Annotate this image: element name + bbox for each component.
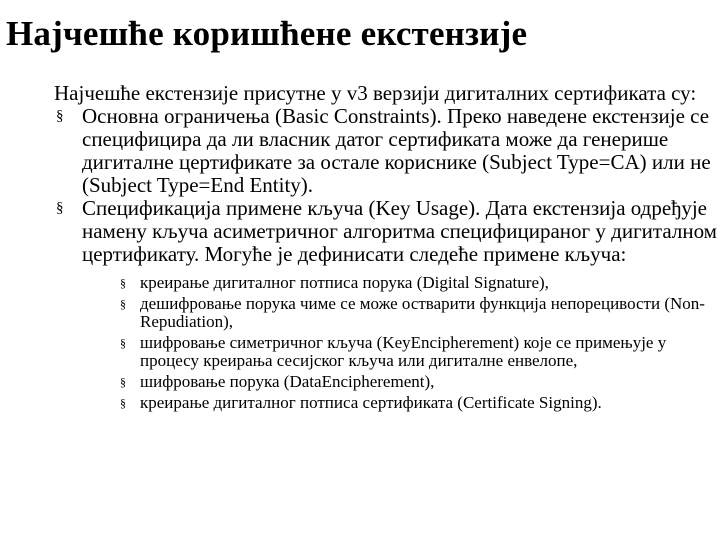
key-usage-sub-list (82, 274, 718, 412)
square-bullet-icon: § (56, 108, 64, 124)
sub-bullet-text: шифровање симетричног кључа (KeyEncipherement) које се примењује у процесу креирања сесијског кључа или дигиталне енвелопе, (140, 333, 667, 370)
intro-paragraph: Најчешће екстензије присутне у v3 верзији дигиталних сертификата су: (54, 81, 697, 105)
sub-bullet-item (120, 274, 718, 292)
sub-bullet-text: дешифровање порука чиме се може остварити функција непорецивости (Non-Repudiation), (140, 294, 705, 331)
square-bullet-icon: § (120, 396, 126, 410)
slide-title: Најчешће коришћене екстензије (6, 14, 528, 53)
main-bullet-list (54, 105, 718, 412)
square-bullet-icon: § (120, 375, 126, 389)
square-bullet-icon: § (120, 276, 126, 290)
sub-bullet-item (120, 373, 718, 391)
sub-bullet-text: креирање дигиталног потписа сертификата (Certificate Signing). (140, 393, 602, 412)
sub-bullet-item (120, 334, 718, 370)
sub-bullet-item (120, 295, 718, 331)
square-bullet-icon: § (120, 336, 126, 350)
bullet-text: Основна ограничења (Basic Constraints). Преко наведене екстензије се специфицира да ли власник датог сертификата може да генерише дигиталне цертификате за остале кориснике (Subject Type=CA) или не (Subject Type=End Entity). (82, 104, 711, 197)
sub-bullet-text: шифровање порука (DataEncipherement), (140, 372, 435, 391)
square-bullet-icon: § (56, 200, 64, 216)
sub-bullet-item (120, 394, 718, 412)
bullet-item-basic-constraints (54, 105, 718, 197)
square-bullet-icon: § (120, 297, 126, 311)
slide-content (54, 82, 718, 415)
sub-bullet-text: креирање дигиталног потписа порука (Digital Signature), (140, 273, 549, 292)
bullet-item-key-usage (54, 197, 718, 412)
bullet-text: Спецификација примене кључа (Key Usage). Дата екстензија одређује намену кључа асиметричног алгоритма специфицираног у дигиталном цертификату. Могуће је дефинисати следеће примене кључа: (82, 196, 717, 266)
